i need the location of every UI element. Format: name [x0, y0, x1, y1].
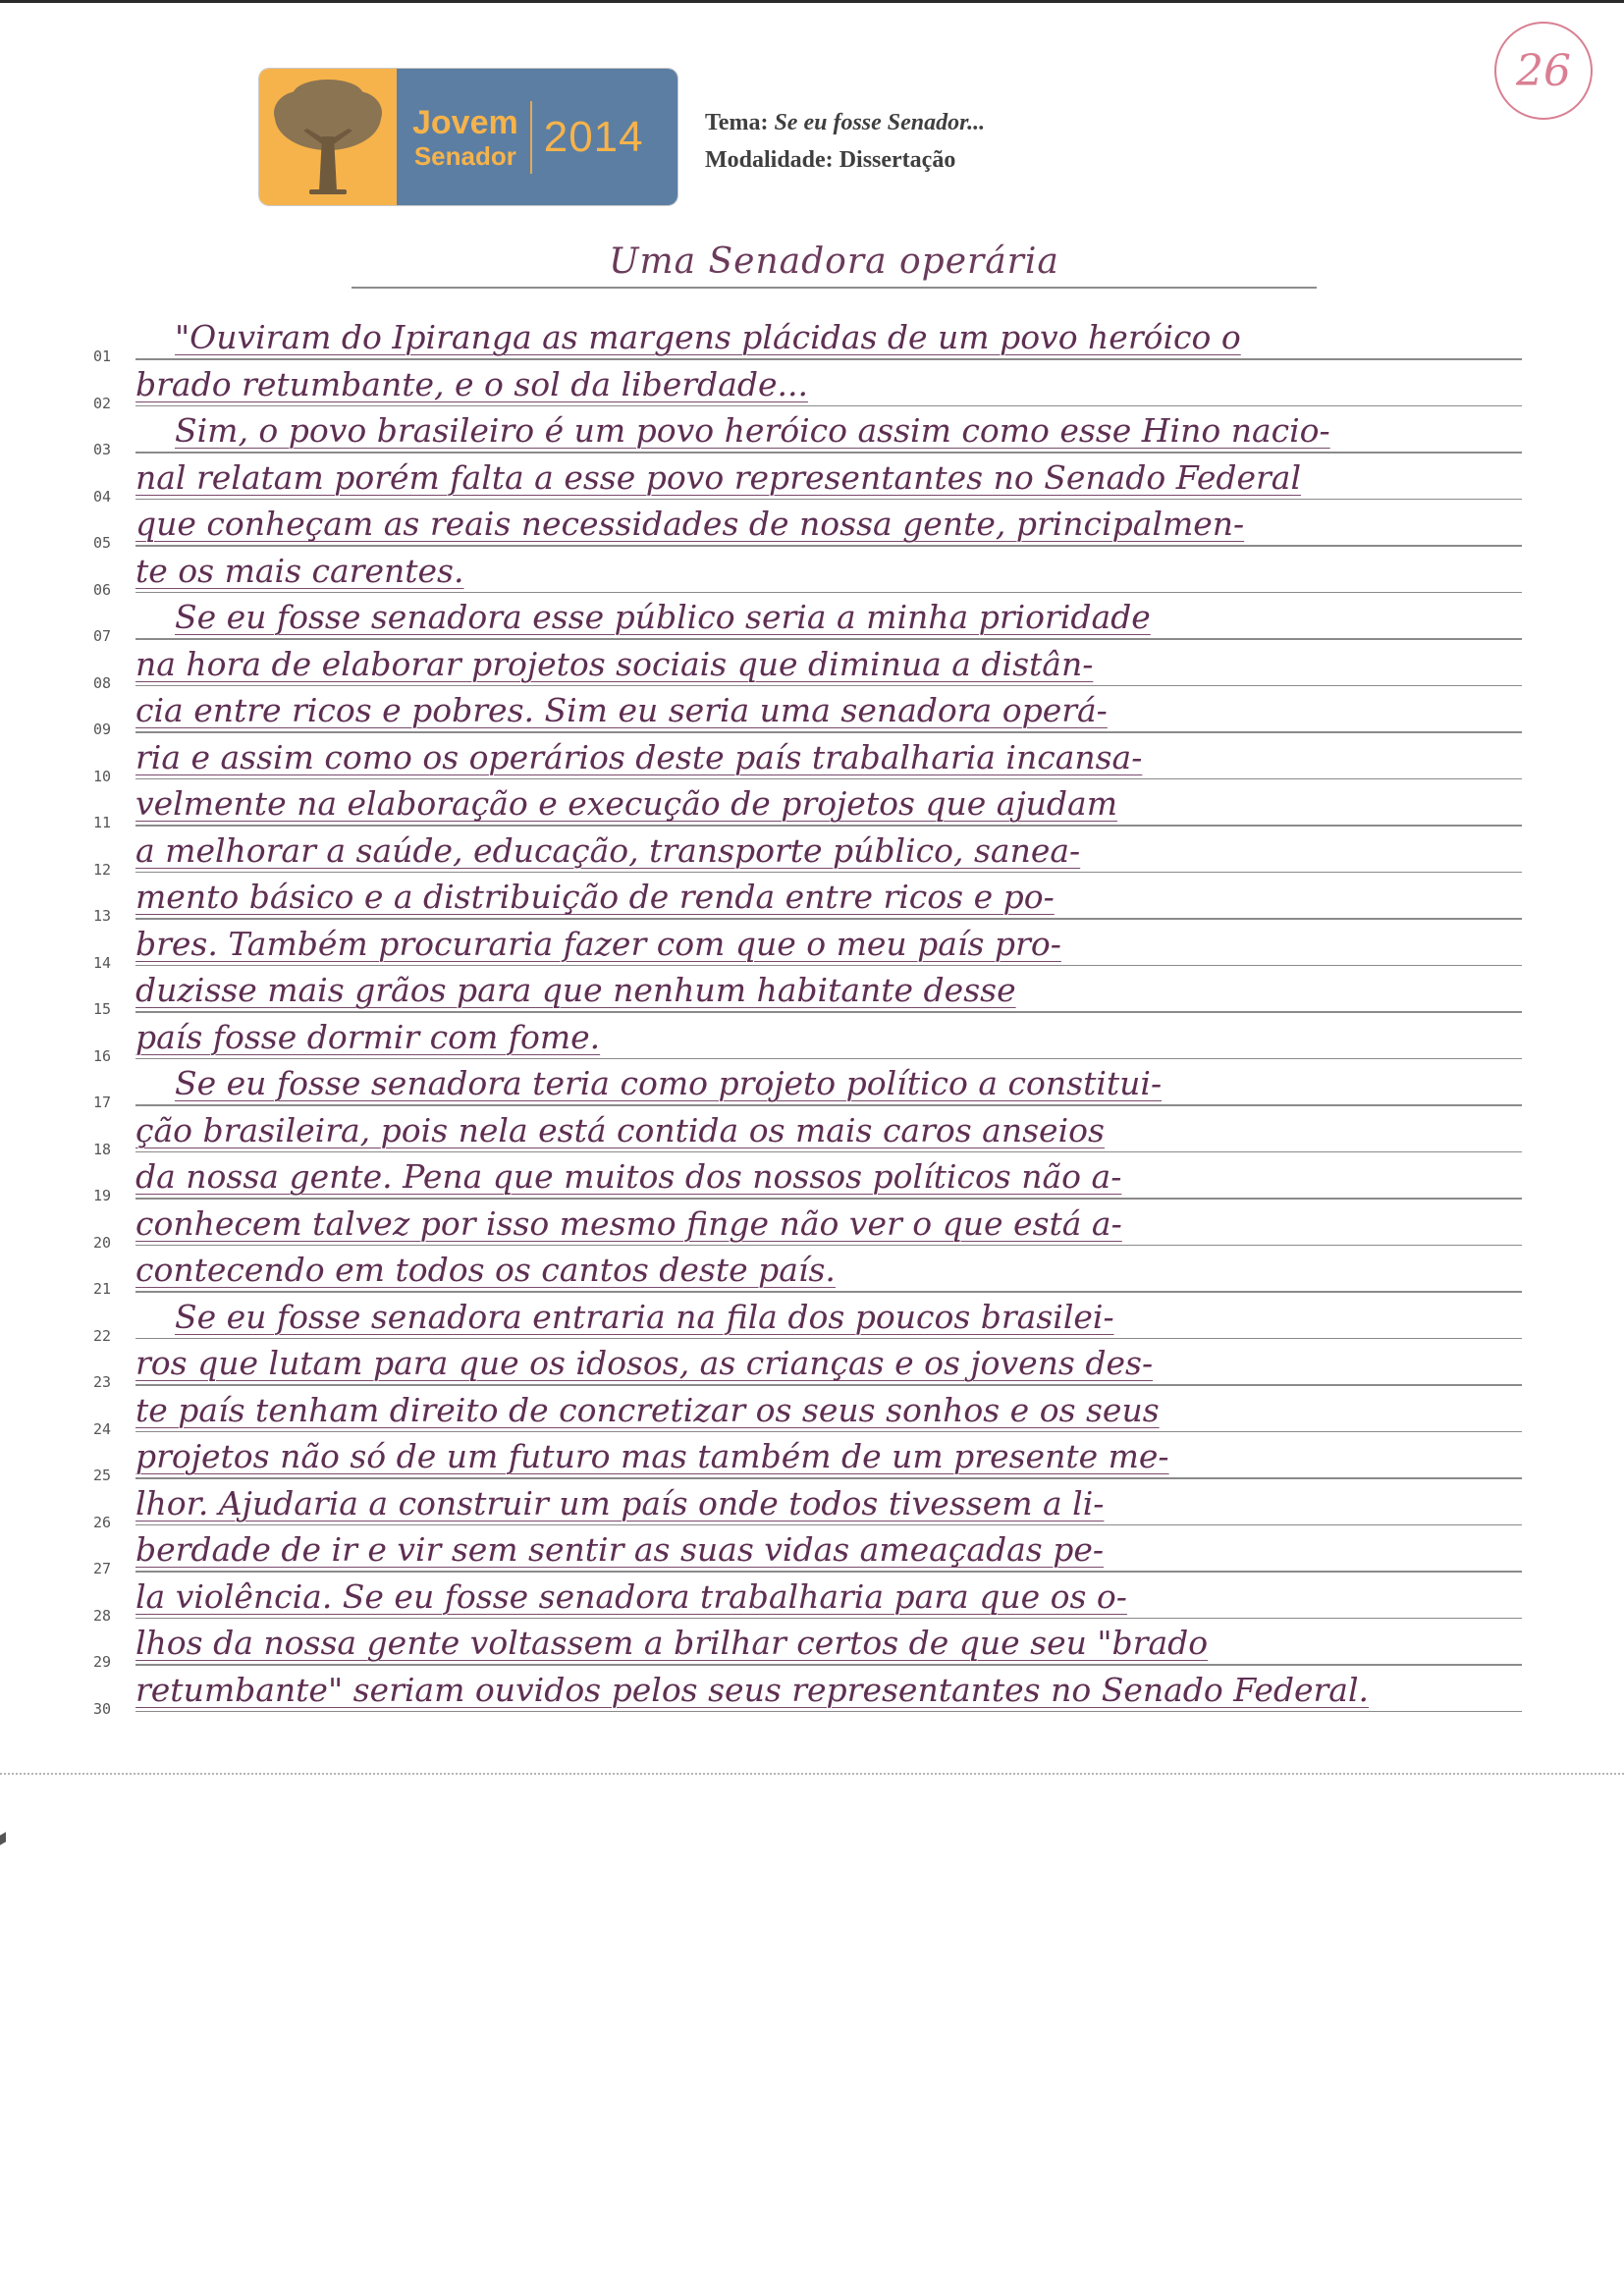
line-number: 12 [93, 860, 112, 879]
tree-icon [259, 69, 397, 205]
handwritten-text: ros que lutam para que os idosos, as crianças e os jovens des- [135, 1344, 1154, 1382]
line-number: 07 [93, 627, 112, 645]
essay-line [0, 1387, 1624, 1438]
handwritten-text: Se eu fosse senadora esse público seria a minha prioridade [175, 598, 1151, 636]
handwritten-text: Sim, o povo brasileiro é um povo heróico assim como esse Hino nacio- [175, 411, 1330, 450]
essay-line [0, 874, 1624, 925]
line-number: 13 [93, 907, 112, 925]
logo-senador: Senador [413, 140, 516, 171]
line-rule [135, 1151, 1522, 1153]
line-number: 01 [93, 347, 112, 365]
essay-line [0, 361, 1624, 412]
modalidade-row [705, 141, 985, 179]
line-rule [135, 1524, 1522, 1526]
handwritten-text: projetos não só de um futuro mas também de um presente me- [135, 1437, 1169, 1475]
essay-line [0, 501, 1624, 552]
line-number: 18 [93, 1140, 112, 1158]
handwritten-text: retumbante" seriam ouvidos pelos seus representantes no Senado Federal. [135, 1670, 1370, 1709]
handwritten-text: velmente na elaboração e execução de projetos que ajudam [135, 784, 1118, 823]
line-rule [135, 452, 1522, 454]
modalidade-label: Modalidade: [705, 147, 834, 173]
essay-line [0, 828, 1624, 879]
line-rule [135, 1058, 1522, 1060]
essay-line [0, 1526, 1624, 1577]
handwritten-text: a melhorar a saúde, educação, transporte público, sanea- [135, 830, 1081, 870]
line-rule [135, 731, 1522, 733]
handwritten-text: duzisse mais grãos para que nenhum habitante desse [135, 971, 1016, 1009]
essay-line [0, 454, 1624, 506]
line-rule [135, 1477, 1522, 1479]
line-rule [135, 965, 1522, 967]
handwritten-text: mento básico e a distribuição de renda entre ricos e po- [135, 878, 1055, 916]
handwritten-text: brado retumbante, e o sol da liberdade... [135, 364, 808, 403]
essay-line [0, 407, 1624, 458]
line-rule [135, 1431, 1522, 1433]
line-number: 26 [93, 1513, 112, 1531]
line-rule [135, 1384, 1522, 1386]
modalidade-value: Dissertação [839, 147, 956, 173]
logo-divider [530, 101, 532, 174]
line-number: 25 [93, 1467, 112, 1484]
line-number: 22 [93, 1326, 112, 1345]
essay-line [0, 314, 1624, 365]
line-number: 15 [93, 1000, 112, 1018]
jovem-senador-logo [259, 69, 677, 205]
essay-line [0, 1667, 1624, 1718]
line-number: 10 [93, 767, 112, 785]
line-rule [135, 918, 1522, 920]
line-number: 06 [93, 580, 112, 599]
essay-line [0, 1433, 1624, 1484]
essay-line [0, 1060, 1624, 1111]
line-number: 14 [93, 953, 112, 972]
edge-mark [0, 1832, 6, 1844]
essay-line [0, 1247, 1624, 1298]
essay-line [0, 734, 1624, 785]
tema-label: Tema: [705, 110, 769, 135]
handwritten-text: da nossa gente. Pena que muitos dos nossos políticos não a- [135, 1157, 1122, 1196]
line-rule [135, 499, 1522, 501]
line-number: 08 [93, 673, 112, 692]
line-number: 20 [93, 1233, 112, 1252]
line-number: 30 [93, 1699, 112, 1718]
line-rule [135, 1104, 1522, 1106]
line-number: 27 [93, 1560, 112, 1577]
line-number: 19 [93, 1187, 112, 1204]
line-rule [135, 1338, 1522, 1340]
handwritten-text: lhos da nossa gente voltassem a brilhar certos de que seu "brado [135, 1624, 1209, 1662]
handwritten-text: la violência. Se eu fosse senadora trabalharia para que os o- [135, 1576, 1127, 1616]
line-rule [135, 1011, 1522, 1013]
theme-info [705, 104, 985, 179]
top-border [0, 0, 1624, 3]
essay-line [0, 1294, 1624, 1345]
line-number: 24 [93, 1419, 112, 1438]
handwritten-text: berdade de ir e vir sem sentir as suas vidas ameaçadas pe- [135, 1530, 1105, 1569]
line-rule [135, 1711, 1522, 1713]
essay-line [0, 687, 1624, 738]
line-number: 04 [93, 487, 112, 506]
handwritten-text: ção brasileira, pois nela está contida os mais caros anseios [135, 1110, 1105, 1149]
logo-year: 2014 [543, 112, 644, 161]
line-rule [135, 1664, 1522, 1666]
line-number: 28 [93, 1606, 112, 1625]
essay-line [0, 548, 1624, 599]
essay-line [0, 1620, 1624, 1671]
line-rule [135, 638, 1522, 640]
tema-row [705, 104, 985, 141]
handwritten-text: que conheçam as reais necessidades de nossa gente, principalmen- [135, 505, 1245, 543]
line-rule [135, 592, 1522, 594]
line-number: 21 [93, 1280, 112, 1298]
handwritten-text: na hora de elaborar projetos sociais que diminua a distân- [135, 644, 1094, 683]
page-number-circle: 26 [1494, 22, 1593, 120]
handwritten-text: Se eu fosse senadora teria como projeto político a constitui- [175, 1064, 1163, 1102]
tema-value: Se eu fosse Senador... [774, 110, 986, 135]
title-rule [352, 287, 1317, 289]
essay-line [0, 1153, 1624, 1204]
essay-line [0, 1340, 1624, 1391]
essay-line [0, 594, 1624, 645]
line-number: 17 [93, 1094, 112, 1111]
handwritten-text: cia entre ricos e pobres. Sim eu seria uma senadora operá- [135, 691, 1108, 729]
line-number: 29 [93, 1653, 112, 1671]
essay-line [0, 921, 1624, 972]
essay-line [0, 1574, 1624, 1625]
essay-line [0, 641, 1624, 692]
essay-title: Uma Senadora operária [609, 241, 1059, 282]
line-rule [135, 1245, 1522, 1247]
line-rule [135, 1618, 1522, 1620]
line-rule [135, 1571, 1522, 1573]
logo-jovem: Jovem [412, 103, 518, 141]
logo-name [412, 103, 518, 171]
line-rule [135, 825, 1522, 827]
logo-text-area [397, 69, 677, 205]
handwritten-text: contecendo em todos os cantos deste país. [135, 1251, 836, 1289]
essay-line [0, 780, 1624, 831]
line-rule [135, 1198, 1522, 1200]
line-number: 23 [93, 1373, 112, 1391]
handwritten-text: lhor. Ajudaria a construir um país onde todos tivessem a li- [135, 1483, 1105, 1522]
line-number: 02 [93, 394, 112, 412]
handwritten-text: conhecem talvez por isso mesmo finge não ver o que está a- [135, 1203, 1122, 1243]
handwritten-text: nal relatam porém falta a esse povo representantes no Senado Federal [135, 457, 1302, 497]
line-number: 09 [93, 721, 112, 738]
handwritten-text: te os mais carentes. [135, 551, 464, 590]
line-rule [135, 358, 1522, 360]
handwritten-text: país fosse dormir com fome. [135, 1017, 601, 1056]
essay-line [0, 967, 1624, 1018]
handwritten-text: ria e assim como os operários deste país trabalharia incansa- [135, 737, 1143, 776]
dotted-cut-line [0, 1773, 1624, 1775]
line-rule [135, 545, 1522, 547]
line-rule [135, 405, 1522, 407]
line-rule [135, 872, 1522, 874]
essay-line [0, 1107, 1624, 1158]
handwritten-text: bres. Também procuraria fazer com que o meu país pro- [135, 924, 1061, 963]
line-rule [135, 778, 1522, 780]
line-number: 11 [93, 814, 112, 831]
essay-line [0, 1014, 1624, 1065]
essay-line [0, 1201, 1624, 1252]
line-rule [135, 1291, 1522, 1293]
line-number: 03 [93, 441, 112, 458]
line-number: 16 [93, 1046, 112, 1065]
handwritten-text: "Ouviram do Ipiranga as margens plácidas de um povo heróico o [175, 318, 1241, 356]
handwritten-text: te país tenham direito de concretizar os seus sonhos e os seus [135, 1390, 1160, 1429]
essay-line [0, 1480, 1624, 1531]
line-number: 05 [93, 534, 112, 552]
line-rule [135, 685, 1522, 687]
handwritten-text: Se eu fosse senadora entraria na fila dos poucos brasilei- [175, 1297, 1114, 1336]
